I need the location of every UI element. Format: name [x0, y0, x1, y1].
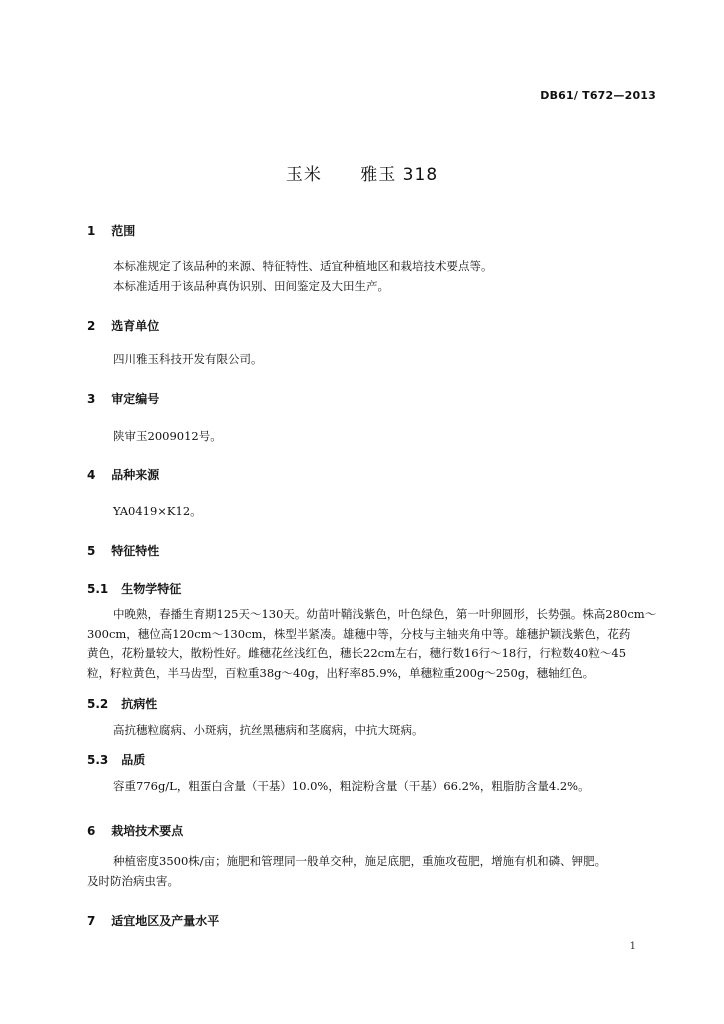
document-title: 玉米 雅玉 318	[285, 165, 439, 185]
section-title: 适宜地区及产量水平	[111, 914, 220, 928]
section-number: 3	[87, 392, 96, 406]
section-number: 6	[87, 824, 96, 838]
paragraph-line: YA0419×K12。	[113, 504, 202, 518]
paragraph-line: 本标准规定了该品种的来源、特征特性、适宜种植地区和栽培技术要点等。	[113, 259, 493, 273]
section-6-heading	[87, 822, 183, 839]
section-4-body	[87, 502, 657, 522]
paragraph-line: 粒，籽粒黄色，半马齿型，百粒重38g～40g，出籽率85.9%，单穗粒重200g～250g，穗轴红色。	[87, 665, 595, 680]
page-number: 1	[629, 941, 636, 952]
paragraph-line: 陕审玉2009012号。	[113, 429, 222, 443]
section-number: 5.2	[87, 697, 109, 711]
section-number: 2	[87, 319, 96, 333]
section-3-body	[87, 427, 657, 447]
section-title: 品质	[121, 753, 146, 767]
section-4-heading	[87, 466, 159, 483]
section-number: 4	[87, 468, 96, 482]
paragraph-line: 黄色，花粉量较大，散粉性好。雌穗花丝浅红色，穗长22cm左右，穗行数16行～18行，行粒数40粒～45	[87, 646, 627, 660]
section-title: 选育单位	[111, 319, 160, 333]
section-5-1-body	[87, 605, 657, 683]
paragraph-line: 四川雅玉科技开发有限公司。	[113, 352, 263, 366]
section-5-2-body	[87, 721, 657, 741]
standard-code: DB61/ T672—2013	[540, 89, 656, 102]
section-7-heading	[87, 912, 219, 929]
section-number: 5.3	[87, 753, 109, 767]
paragraph-line: 及时防治病虫害。	[87, 873, 179, 888]
section-title: 审定编号	[111, 392, 160, 406]
section-number: 7	[87, 914, 96, 928]
paragraph-line: 300cm，穗位高120cm～130cm，株型半紧凑。雄穗中等，分枝与主轴夹角中等。雄穗护颖浅紫色，花药	[87, 626, 631, 641]
section-1-heading	[87, 222, 135, 239]
paragraph-line: 本标准适用于该品种真伪识别、田间鉴定及大田生产。	[113, 278, 389, 293]
section-title: 范围	[111, 224, 136, 238]
paragraph-line: 中晚熟，春播生育期125天～130天。幼苗叶鞘浅紫色，叶色绿色，第一叶卵圆形，长势强。株高280cm～	[113, 607, 657, 621]
paragraph-line: 高抗穗粒腐病、小斑病，抗丝黑穗病和茎腐病，中抗大斑病。	[113, 723, 424, 737]
paragraph-line: 种植密度3500株/亩；施肥和管理同一般单交种，施足底肥，重施攻苞肥，增施有机和磷、钾肥。	[113, 854, 607, 868]
section-number: 1	[87, 224, 96, 238]
section-title: 特征特性	[111, 544, 160, 558]
paragraph-line: 容重776g/L，粗蛋白含量（干基）10.0%，粗淀粉含量（干基）66.2%，粗脂肪含量4.2%。	[113, 779, 590, 793]
section-number: 5	[87, 544, 96, 558]
section-5-2-heading	[87, 695, 157, 712]
section-5-1-heading	[87, 580, 181, 597]
section-5-heading	[87, 542, 159, 559]
section-title: 生物学特征	[121, 582, 182, 596]
section-3-heading	[87, 390, 159, 407]
section-2-heading	[87, 317, 159, 334]
section-number: 5.1	[87, 582, 109, 596]
section-title: 栽培技术要点	[111, 824, 184, 838]
section-title: 品种来源	[111, 468, 160, 482]
section-title: 抗病性	[121, 697, 158, 711]
section-5-3-body	[87, 777, 657, 797]
section-6-body	[87, 852, 657, 891]
section-2-body	[87, 350, 657, 370]
section-1-body	[87, 257, 657, 296]
section-5-3-heading	[87, 751, 145, 768]
